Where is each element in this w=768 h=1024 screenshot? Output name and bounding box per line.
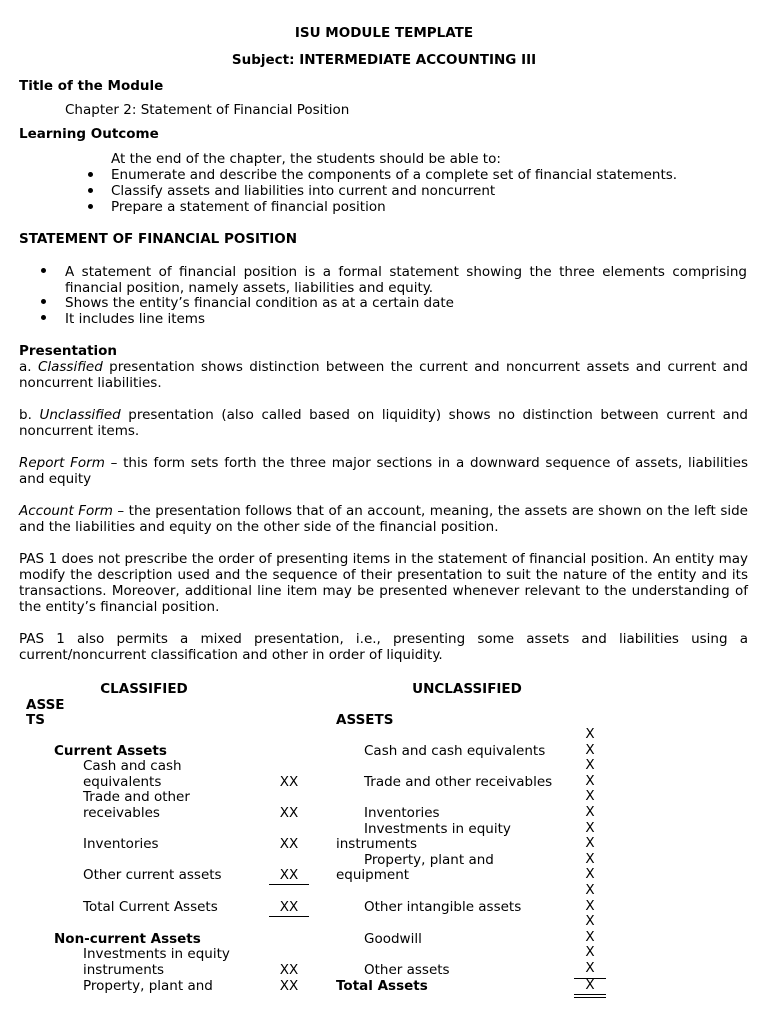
r-total-assets-label: Total Assets	[336, 978, 428, 994]
x-placeholder: X	[585, 788, 595, 805]
x-placeholder: X	[585, 960, 595, 976]
outcome-intro: At the end of the chapter, the students should be able to:	[111, 151, 501, 167]
x-placeholder: X	[585, 944, 595, 961]
x-placeholder: X	[585, 819, 595, 836]
other-current-label: Other current assets	[83, 867, 222, 883]
chapter-title: Chapter 2: Statement of Financial Position	[65, 102, 350, 118]
r-inventories-label: Inventories	[364, 805, 440, 821]
current-assets-label: Current Assets	[54, 743, 167, 759]
ppe-label: Property, plant and	[83, 978, 213, 994]
outcome-item: Enumerate and describe the components of a complete set of financial statements.	[111, 167, 678, 183]
r-ppe-label-cont: equipment	[336, 867, 410, 883]
x-placeholder: X	[585, 726, 595, 742]
total-rule	[269, 916, 309, 917]
x-placeholder: X	[585, 835, 595, 852]
x-placeholder: X	[585, 913, 595, 930]
module-title-label: Title of the Module	[19, 78, 164, 94]
trade-label: Trade and other	[83, 789, 190, 805]
unclassified-paragraph: b. Unclassified presentation (also called based on liquidity) shows no distinction between current and noncurrent items.	[19, 407, 748, 439]
sfp-bullet: A statement of financial position is a formal statement showing the three elements comprising financial position, namely assets, liabilities and equity.	[65, 264, 747, 296]
outcome-item: Classify assets and liabilities into current and noncurrent	[111, 183, 496, 199]
investments-label: Investments in equity	[83, 946, 230, 962]
r-ppe-label: Property, plant and	[364, 852, 494, 868]
sfp-heading: STATEMENT OF FINANCIAL POSITION	[19, 231, 298, 247]
cash-label-cont: equivalents	[83, 774, 162, 790]
sfp-bullet: It includes line items	[65, 311, 205, 327]
amount-placeholder: XX	[279, 978, 299, 994]
outcome-item: Prepare a statement of financial position	[111, 199, 386, 215]
x-placeholder: X	[585, 850, 595, 867]
r-other-assets-label: Other assets	[364, 962, 450, 978]
template-title: ISU MODULE TEMPLATE	[294, 25, 474, 41]
r-investments-label-cont: instruments	[336, 836, 418, 852]
total-current-label: Total Current Assets	[83, 899, 218, 915]
amount-placeholder: XX	[279, 805, 299, 821]
x-placeholder: X	[585, 928, 595, 945]
subject-title: Subject: INTERMEDIATE ACCOUNTING III	[231, 52, 537, 68]
x-placeholder: X	[585, 866, 595, 883]
sfp-bullet: Shows the entity’s financial condition as at a certain date	[65, 295, 454, 311]
bullet-icon	[41, 299, 46, 304]
amount-placeholder: XX	[279, 962, 299, 978]
assets-label-left-cont: TS	[26, 712, 45, 728]
presentation-heading: Presentation	[19, 343, 118, 359]
noncurrent-assets-label: Non-current Assets	[54, 931, 201, 947]
trade-label-cont: receivables	[83, 805, 160, 821]
amount-placeholder: XX	[279, 899, 299, 915]
x-placeholder: X	[585, 882, 595, 898]
x-placeholder: X	[585, 977, 595, 993]
bullet-icon	[41, 268, 46, 273]
bullet-icon	[88, 172, 93, 177]
classified-paragraph: a. Classified presentation shows distinction between the current and noncurrent assets and current and noncurrent liabilities.	[19, 359, 748, 391]
unclassified-header: UNCLASSIFIED	[412, 681, 522, 697]
bullet-icon	[41, 315, 46, 320]
unclassified-term: Unclassified	[39, 407, 121, 423]
double-rule-top	[574, 994, 606, 995]
pas1-mixed-paragraph: PAS 1 also permits a mixed presentation, i.e., presenting some assets and liabilities using a current/noncurrent classification and other in order of liquidity.	[19, 631, 748, 663]
account-form-paragraph: Account Form – the presentation follows that of an account, meaning, the assets are shown on the left side and the liabilities and equity on the other side of the financial position.	[19, 503, 748, 535]
classified-term: Classified	[37, 359, 103, 375]
learning-outcome-label: Learning Outcome	[19, 126, 159, 142]
amount-placeholder: XX	[279, 836, 299, 852]
x-placeholder: X	[585, 897, 595, 914]
r-goodwill-label: Goodwill	[364, 931, 422, 947]
x-placeholder: X	[585, 772, 595, 789]
bullet-icon	[88, 188, 93, 193]
x-placeholder: X	[585, 757, 595, 774]
bullet-icon	[88, 204, 93, 209]
account-form-term: Account Form	[19, 503, 113, 519]
r-trade-label: Trade and other receivables	[364, 774, 553, 790]
amount-placeholder: XX	[279, 774, 299, 790]
r-cash-label: Cash and cash equivalents	[364, 743, 546, 759]
classified-header: CLASSIFIED	[100, 681, 188, 697]
assets-label-right: ASSETS	[336, 712, 394, 728]
amount-placeholder: XX	[279, 867, 299, 883]
r-intangible-label: Other intangible assets	[364, 899, 522, 915]
report-form-term: Report Form	[19, 455, 105, 471]
inventories-label: Inventories	[83, 836, 159, 852]
assets-label-left: ASSE	[26, 697, 65, 713]
x-placeholder: X	[585, 804, 595, 820]
pas1-paragraph: PAS 1 does not prescribe the order of presenting items in the statement of financial position. An entity may modify the description used and the sequence of their presentation to suit the nature of the entity and its transactions. Moreover, additional line item may be presented whenever relevant to the understanding of the entity’s financial position.	[19, 551, 748, 615]
x-placeholder: X	[585, 741, 595, 758]
subtotal-rule	[269, 884, 309, 885]
report-form-paragraph: Report Form – this form sets forth the three major sections in a downward sequence of assets, liabilities and equity	[19, 455, 749, 487]
double-rule-bottom	[574, 997, 606, 998]
r-investments-label: Investments in equity	[364, 821, 511, 837]
cash-label: Cash and cash	[83, 758, 182, 774]
investments-label-cont: instruments	[83, 962, 165, 978]
